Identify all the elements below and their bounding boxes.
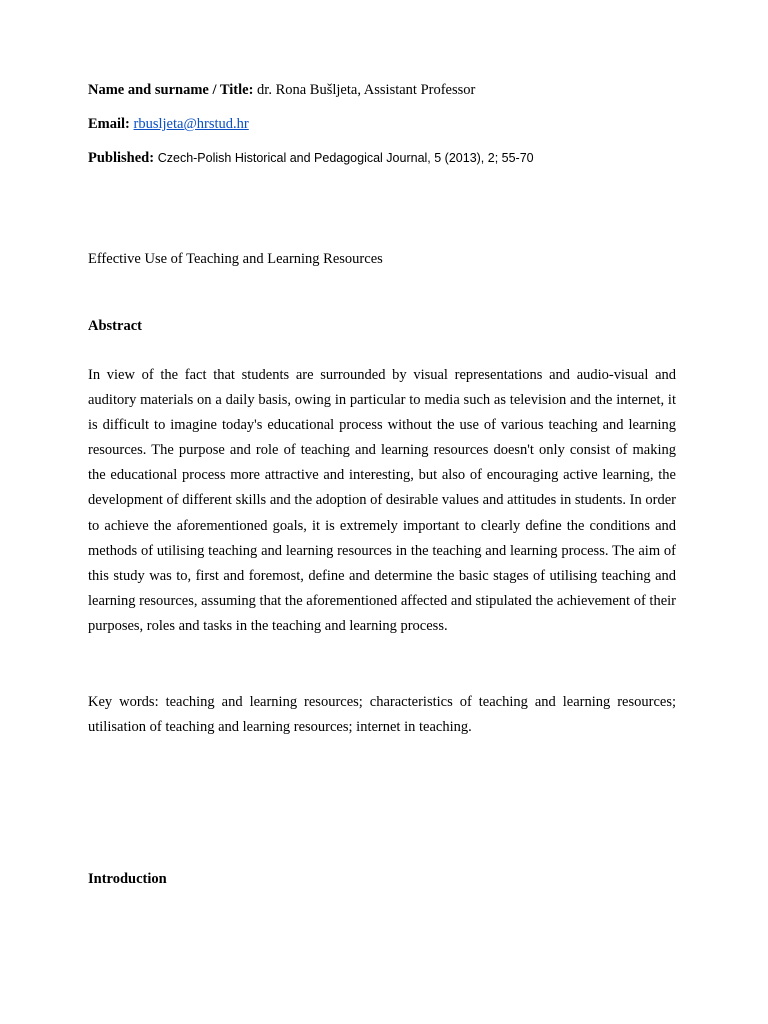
- email-line: [88, 115, 249, 133]
- abstract-paragraph: In view of the fact that students are surrounded by visual representations and audio-visual and auditory materials on a daily basis, owing in particular to media such as television and the internet, it is difficult to imagine today's educational process without the use of various teaching and learning resources. The purpose and role of teaching and learning resources doesn't only consist of making the educational process more attractive and interesting, but also of encouraging active learning, the development of different skills and the adoption of desirable values and attitudes in students. In order to achieve the aforementioned goals, it is extremely important to clearly define the conditions and methods of utilising teaching and learning resources in the teaching and learning process. The aim of this study was to, first and foremost, define and determine the basic stages of utilising teaching and learning resources, assuming that the aforementioned affected and stipulated the achievement of their purposes, roles and tasks in the teaching and learning process.: [88, 367, 676, 634]
- published-label: Published:: [88, 150, 155, 166]
- keywords-paragraph: Key words: teaching and learning resources; characteristics of teaching and learning resources; utilisation of teaching and learning resources; internet in teaching.: [88, 694, 676, 736]
- introduction-heading: Introduction: [88, 871, 167, 887]
- email-link[interactable]: rbusljeta@hrstud.hr: [133, 116, 249, 132]
- published-source: Czech-Polish Historical and Pedagogical Journal, 5 (2013), 2; 55-70: [157, 151, 534, 165]
- email-label: Email:: [88, 116, 130, 132]
- document-title: Effective Use of Teaching and Learning Resources: [88, 251, 383, 267]
- published-line: [88, 149, 534, 167]
- abstract-heading: Abstract: [88, 318, 142, 334]
- name-label: Name and surname / Title:: [88, 82, 254, 98]
- author-name: dr. Rona Bušljeta, Assistant Professor: [257, 82, 476, 98]
- author-line: [88, 81, 475, 99]
